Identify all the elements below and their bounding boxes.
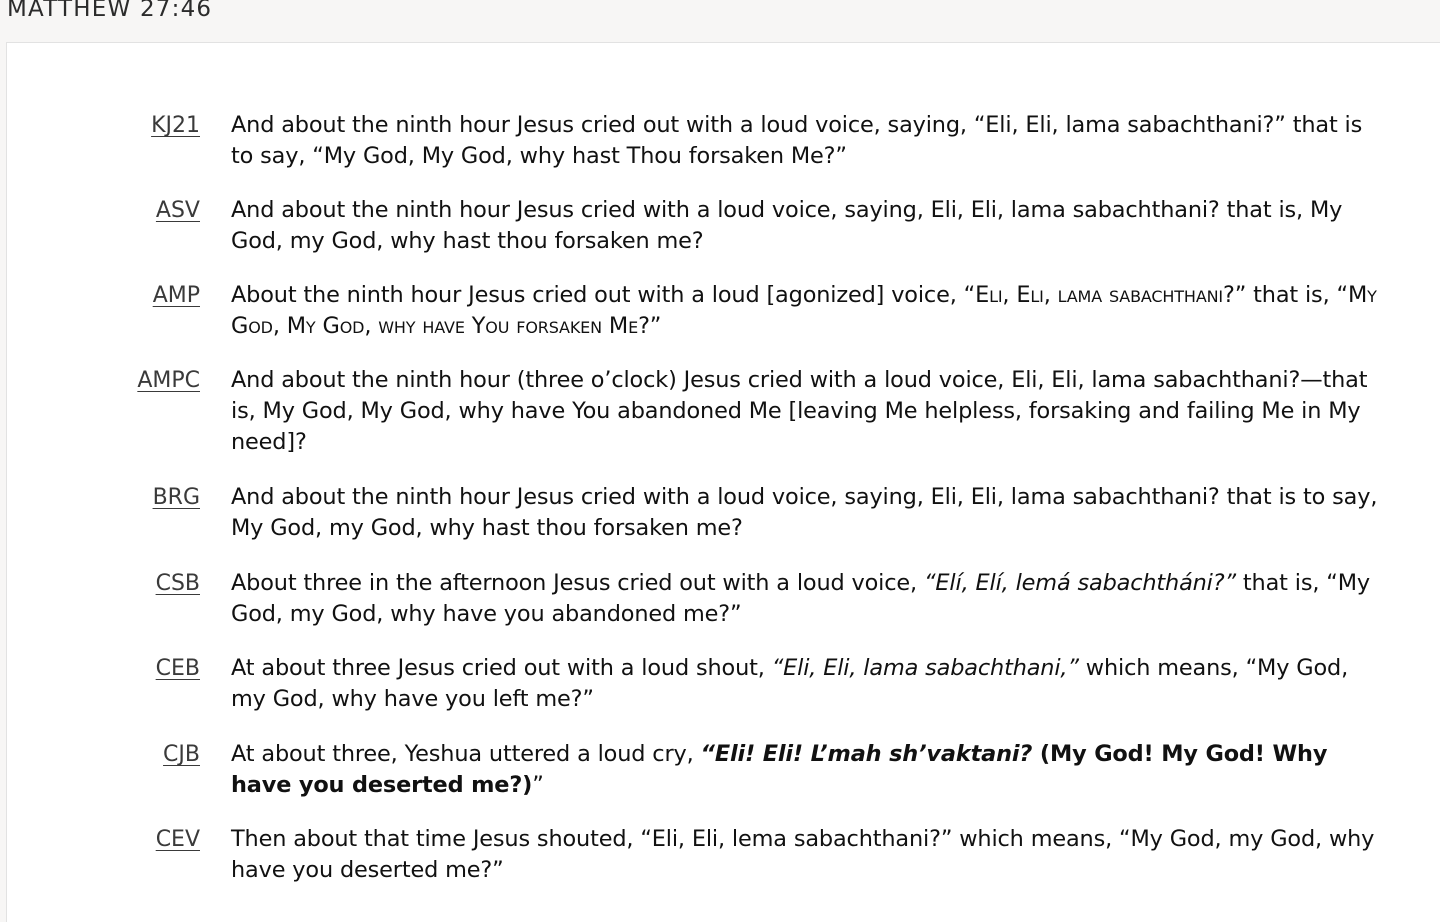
verse-text: And about the ninth hour Jesus cried out with a loud voice, saying, “Eli, Eli, lama sabachthani?” that is to say, “My God, My God, why hast Thou forsaken Me?” [231,112,1363,169]
verse-small-caps: My God, My God, why have You forsaken Me [231,282,1377,339]
verse-text-part: which means, “My God, my God, why have you left me?” [231,655,1349,712]
verse-text: And about the ninth hour Jesus cried with a loud voice, saying, Eli, Eli, lama sabachthani? that is to say, My God, my God, why hast thou forsaken me? [231,484,1378,541]
verse-text: Then about that time Jesus shouted, “Eli, Eli, lema sabachthani?” which means, “My God, my God, why have you deserted me?” [231,826,1375,883]
translation-link-ceb[interactable]: CEB [155,656,200,681]
verse-text: And about the ninth hour (three o’clock) Jesus cried with a loud voice, Eli, Eli, lama sabachthani?—that is, My God, My God, why have You abandoned Me [leaving Me helpless, forsaking and failing Me in My need]? [231,367,1368,455]
verse-bold-italic: “Eli! Eli! L’mah sh’vaktani? [700,741,1033,767]
translation-link-asv[interactable]: ASV [155,198,200,223]
translations-panel [6,42,1440,922]
translation-link-amp[interactable]: AMP [152,283,200,308]
verse-small-caps: Eli, Eli, lama sabachthani [975,282,1223,308]
passage-title: MATTHEW 27:46 [7,0,213,22]
translation-link-cev[interactable]: CEV [155,827,200,852]
verse-text-part: About three in the afternoon Jesus cried out with a loud voice, [231,570,924,596]
verse-text-part: that is, “My God, my God, why have you abandoned me?” [231,570,1370,627]
verse-text [231,739,1379,801]
verse-text [231,568,1379,630]
verse-text-part: About the ninth hour Jesus cried out with a loud [agonized] voice, “ [231,282,976,308]
verse-text: And about the ninth hour Jesus cried with a loud voice, saying, Eli, Eli, lama sabachthani? that is, My God, my God, why hast thou forsaken me? [231,197,1343,254]
verse-text-part: ” [532,772,544,798]
verse-text-part: ?” that is, “ [1223,282,1348,308]
translation-link-brg[interactable]: BRG [152,485,200,510]
verse-text [231,653,1379,715]
verse-text-part: ?” [638,313,662,339]
translation-link-cjb[interactable]: CJB [163,742,200,767]
verse-bold: (My God! My God! Why have you deserted me?) [231,741,1328,798]
verse-text-part: At about three Jesus cried out with a loud shout, [231,655,772,681]
passage-header [0,0,1440,42]
verse-text-part: At about three, Yeshua uttered a loud cry, [231,741,701,767]
translation-link-kj21[interactable]: KJ21 [151,113,200,138]
verse-italic: “Elí, Elí, lemá sabachtháni?” [923,570,1236,596]
translation-link-ampc[interactable]: AMPC [137,368,200,393]
verse-text [231,280,1379,342]
translation-link-csb[interactable]: CSB [155,571,200,596]
verse-italic: “Eli, Eli, lama sabachthani,” [771,655,1079,681]
